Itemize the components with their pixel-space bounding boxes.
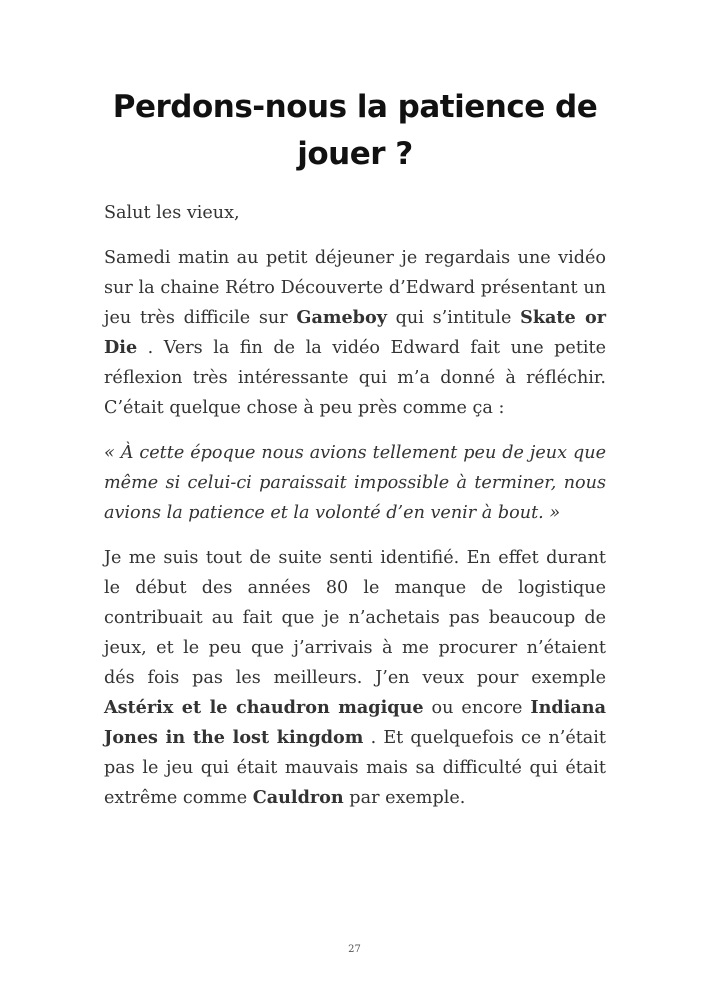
game-title-indiana-jones: Indiana Jones in the lost kingdom xyxy=(104,697,606,748)
game-title-cauldron: Cauldron xyxy=(252,787,344,808)
paragraph-2 xyxy=(104,543,606,813)
game-title-skate-or-die: Skate or Die xyxy=(104,307,607,358)
page-title: Perdons-nous la patience de jouer ? xyxy=(112,89,598,172)
paragraph-2-text-a: Je me suis tout de suite senti identifié. En effet durant le début des années 80 le manque de logistique contribuait au fait que je n’achetais pas beaucoup de jeux, et le peu que j’arrivais à me procurer n’étaient dés fois pas les meilleurs. J’en veux pour exemple xyxy=(104,548,606,688)
greeting: Salut les vieux, xyxy=(104,203,240,223)
paragraph-2-text-d: par exemple. xyxy=(343,788,466,808)
paragraph-1-text-b: qui s’intitule xyxy=(386,308,521,328)
page-number: 27 xyxy=(348,944,361,955)
paragraph-2-text-b: ou encore xyxy=(423,698,531,718)
paragraph-1-text-c: . Vers la fin de la vidéo Edward fait une petite réflexion très intéressante qui m’a donné à réfléchir. C’était quelque chose à peu près comme ça : xyxy=(104,338,606,418)
game-title-gameboy: Gameboy xyxy=(296,307,387,328)
quote: « À cette époque nous avions tellement peu de jeux que même si celui-ci paraissait impossible à terminer, nous avions la patience et la volonté d’en venir à bout. » xyxy=(104,443,606,523)
paragraph-1-text-a: Samedi matin au petit déjeuner je regardais une vidéo sur la chaine Rétro Découverte d’Edward présentant un jeu très difficile sur xyxy=(104,248,606,328)
paragraph-2-text-c: . Et quelquefois ce n’était pas le jeu qui était mauvais mais sa difficulté qui était extrême comme xyxy=(104,728,606,808)
body-text xyxy=(104,198,606,828)
game-title-asterix: Astérix et le chaudron magique xyxy=(104,697,424,718)
paragraph-1 xyxy=(104,243,606,423)
